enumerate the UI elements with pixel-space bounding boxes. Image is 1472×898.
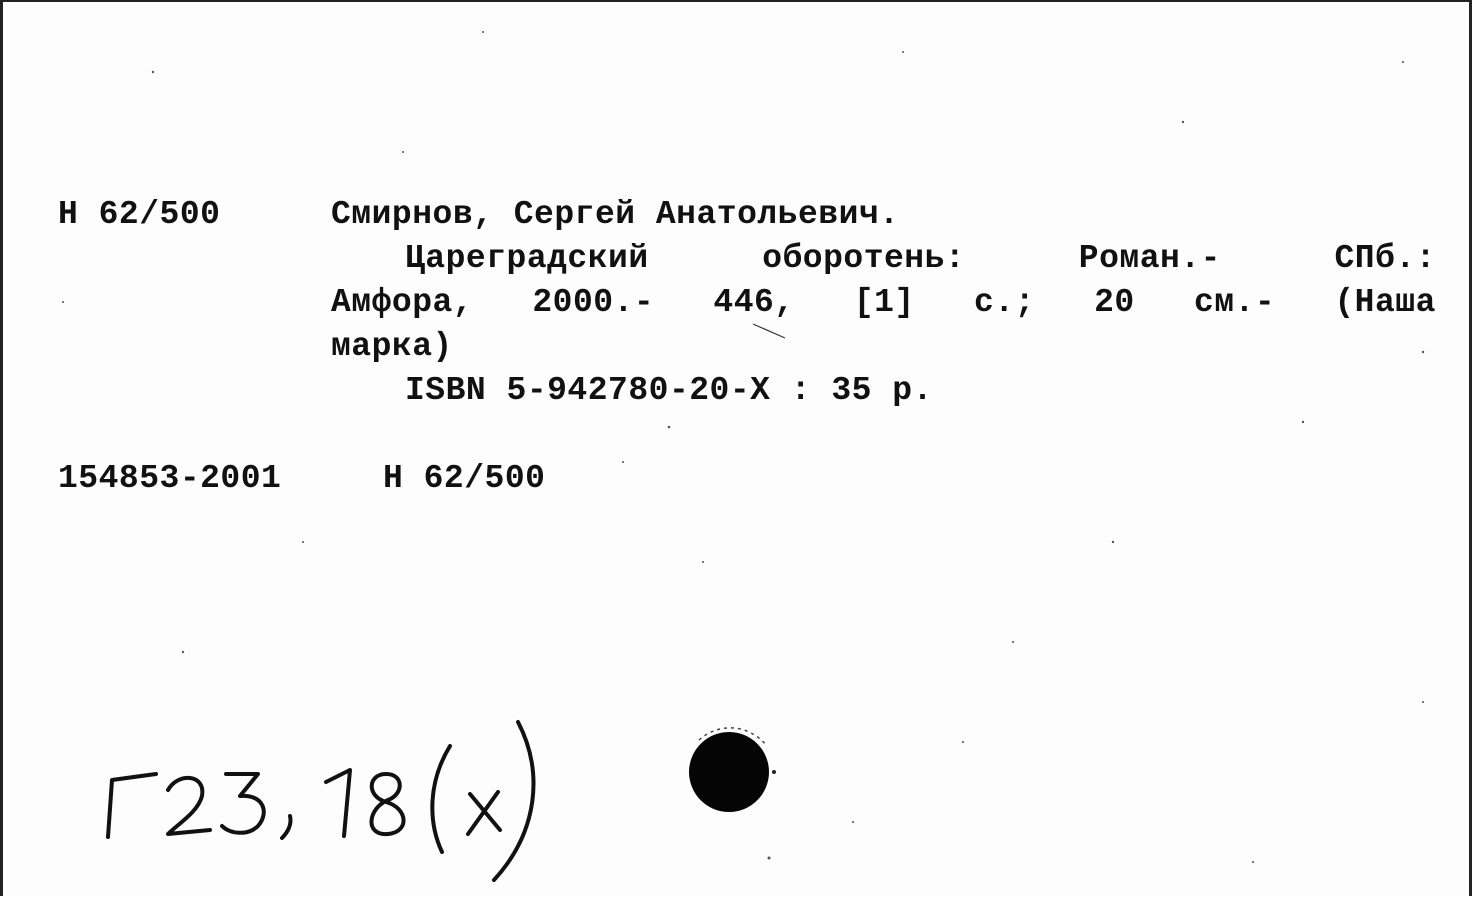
shelf-mark-secondary: Н 62/500 <box>383 460 546 497</box>
imprint-word: Амфора, <box>331 284 474 321</box>
imprint-word: с.; <box>973 284 1035 321</box>
imprint-word: см.- <box>1193 284 1276 321</box>
shelf-mark: Н 62/500 <box>58 196 221 233</box>
title-word: Роман.- <box>1078 240 1221 277</box>
title-word: Цареградский <box>405 240 649 277</box>
imprint-word: 446, <box>713 284 795 321</box>
accession-number: 154853-2001 <box>58 460 282 497</box>
punch-hole <box>679 720 779 820</box>
isbn-line: ISBN 5-942780-20-X : 35 р. <box>405 372 933 409</box>
imprint-line <box>331 286 1436 319</box>
imprint-word: 20 <box>1094 284 1135 321</box>
imprint-word: [1] <box>853 284 915 321</box>
title-word: оборотень: <box>762 240 966 277</box>
series-continuation: марка) <box>331 328 453 365</box>
title-word: СПб.: <box>1334 240 1436 277</box>
handwritten-note <box>98 712 558 882</box>
author-heading: Смирнов, Сергей Анатольевич. <box>331 196 900 233</box>
imprint-word: 2000.- <box>532 284 655 321</box>
imprint-word: (Наша <box>1334 284 1436 321</box>
title-line <box>405 242 1436 275</box>
